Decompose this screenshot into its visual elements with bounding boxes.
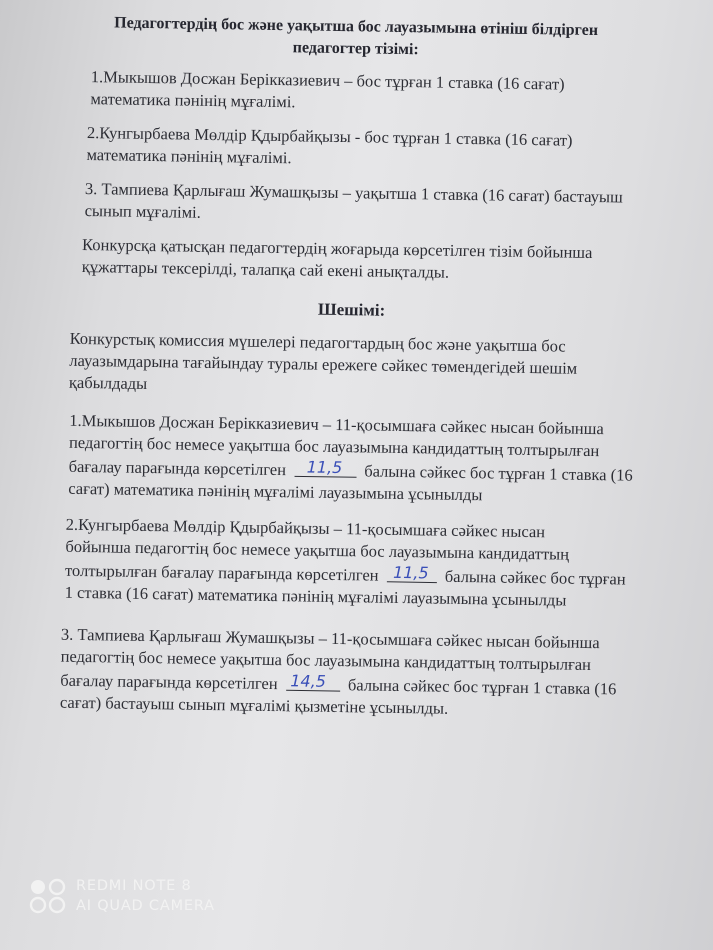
decision-1 — [68, 410, 633, 509]
decision-2-line-4: 1 ставка (16 сағат) математика пәнінің мұғалімі лауазымына ұсынылды — [64, 582, 567, 610]
intro-line-1: Конкурстық комиссия мүшелері педагогтардың бос және уақытша бос — [69, 328, 566, 356]
decision-2-text-after-score: балына сәйкес бос тұрған — [444, 566, 626, 589]
decision-1-text-after-score: балына сәйкес бос тұрған 1 ставка (16 — [364, 461, 633, 485]
decision-3-handwritten-score — [284, 671, 342, 694]
decision-2 — [64, 514, 626, 613]
candidate-1-line-1: 1.Мыкышов Досжан Берікказиевич – бос тұрған 1 ставка (16 сағат) — [90, 67, 565, 94]
candidate-3-line-2: сынып мұғалімі. — [84, 200, 202, 222]
verification-line-1: Конкурсқа қатысқан педагогтердің жоғарыда көрсетілген тізім бойынша — [81, 234, 593, 262]
decision-3-text-before-score: бағалау парағында көрсетілген — [60, 670, 278, 694]
decision-2-line-2: бойынша педагогтің бос немесе уақытша бос лауазымына кандидаттың — [65, 536, 570, 564]
decision-3-line-2: педагогтің бос немесе уақытша бос лауазымына кандидаттың толтырылған — [60, 646, 592, 675]
quad-camera-icon — [28, 878, 68, 914]
verification-line-2: құжаттары тексерілді, талапқа сай екені анықталды. — [81, 256, 450, 282]
camera-watermark — [28, 876, 215, 916]
decision-1-line-2: педагогтің бос немесе уақытша бос лауазымына кандидаттың толтырылған — [68, 432, 600, 461]
verification-paragraph — [82, 234, 593, 286]
decision-1-handwritten-score — [292, 457, 358, 480]
candidate-2-line-1: 2.Кунгырбаева Мөлдір Қдырбайқызы - бос тұрған 1 ставка (16 сағат) — [86, 123, 573, 150]
document-title — [0, 11, 713, 66]
candidate-2-line-2: математика пәнінің мұғалімі. — [86, 145, 292, 168]
decision-3 — [60, 624, 617, 723]
decision-2-score-value: 11,5 — [392, 562, 429, 583]
candidate-3 — [84, 178, 622, 230]
candidate-3-line-1: 3. Тампиева Қарлығаш Жумашқызы – уақытша 1 ставка (16 сағат) бастауыш — [84, 179, 623, 207]
intro-line-2: лауазымдарына тағайындау туралы ережеге сәйкес төмендегідей шешім — [69, 350, 578, 378]
decision-3-line-1: 3. Тампиева Қарлығаш Жумашқызы – 11-қосымшаға сәйкес нысан бойынша — [60, 624, 600, 653]
decision-3-score-value: 14,5 — [289, 671, 326, 691]
title-line-2: педагогтер тізімі: — [292, 39, 419, 59]
decision-1-text-before-score: бағалау парағында көрсетілген — [68, 456, 287, 480]
candidate-1 — [90, 66, 565, 117]
decision-2-handwritten-score — [385, 563, 439, 586]
title-line-1: Педагогтердің бос және уақытша бос лауазымына өтініш білдірген — [114, 14, 599, 40]
watermark-line-1: REDMI NOTE 8 — [76, 878, 192, 894]
intro-line-3: қабылдады — [68, 372, 148, 393]
decision-2-line-1: 2.Кунгырбаева Мөлдір Қдырбайқызы – 11-қосымшаға сәйкес нысан — [65, 514, 546, 542]
decision-1-score-value: 11,5 — [306, 457, 342, 478]
candidate-2 — [86, 122, 572, 174]
decision-2-text-before-score: толтырылған бағалау парағында көрсетілген — [64, 560, 379, 585]
watermark-line-2: AI QUAD CAMERA — [76, 898, 215, 914]
candidate-1-line-2: математика пәнінің мұғалімі. — [90, 89, 296, 112]
decision-3-line-4: сағат) бастауыш сынып мұғалімі қызметіне ұсынылды. — [59, 692, 449, 718]
decision-1-line-4: сағат) математика пәнінің мұғалімі лауазымына ұсынылды — [68, 478, 483, 505]
watermark-text — [76, 876, 215, 916]
commission-intro — [69, 328, 578, 402]
decision-1-line-1: 1.Мыкышов Досжан Берікказиевич – 11-қосымшаға сәйкес нысан бойынша — [69, 410, 604, 439]
decision-3-text-after-score: балына сәйкес бос тұрған 1 ставка (16 — [347, 675, 617, 699]
decision-heading: Шешімі: — [317, 299, 386, 320]
